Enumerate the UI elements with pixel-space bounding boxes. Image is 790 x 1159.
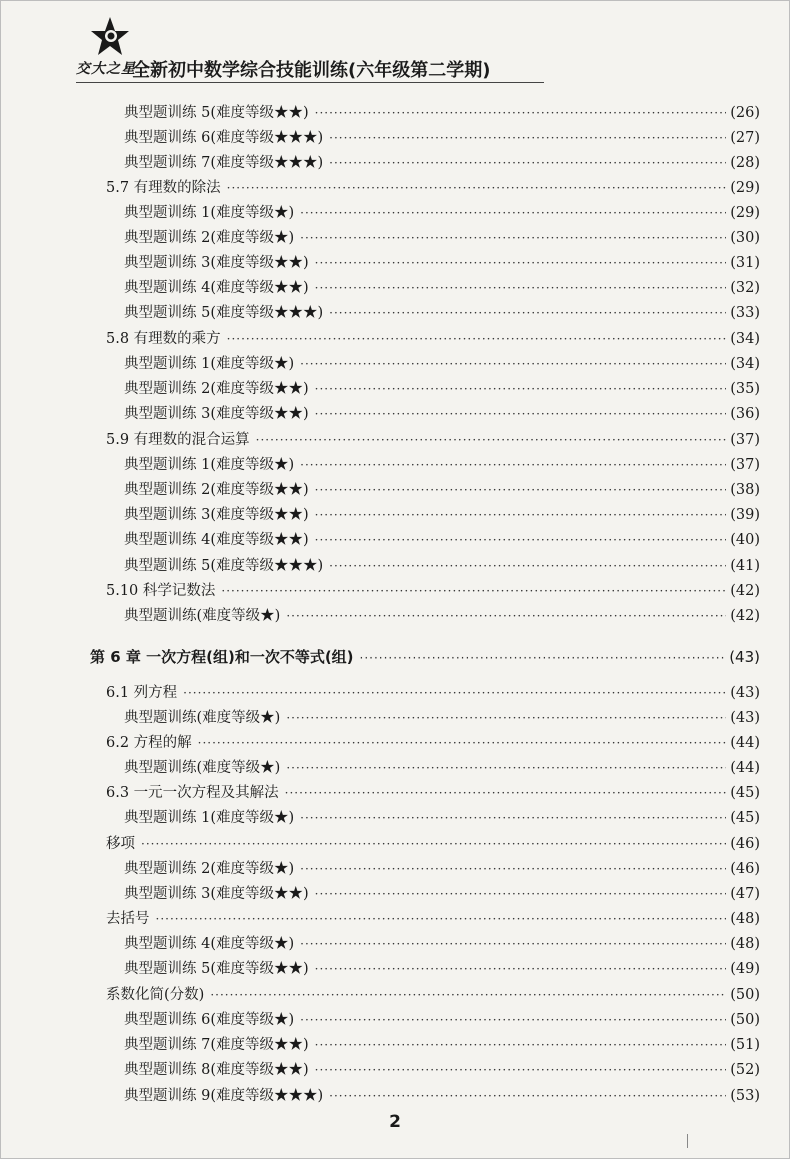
toc-page-number: (43) [729, 648, 760, 666]
toc-entry[interactable] [124, 759, 760, 777]
toc-page-number: (47) [730, 886, 760, 902]
dot-leader [315, 104, 727, 122]
toc-page-number: (45) [730, 785, 760, 801]
toc-entry[interactable] [124, 607, 760, 625]
toc-page-number: (50) [730, 1012, 760, 1028]
toc-entry-title: 6.1 列方程 [106, 685, 178, 701]
toc-page-number: (30) [730, 230, 760, 246]
toc-entry-title: 移项 [106, 836, 135, 852]
dot-leader [315, 279, 727, 297]
dot-leader [227, 330, 727, 348]
toc-page-number: (45) [730, 810, 760, 826]
dot-leader [221, 582, 726, 600]
dot-leader [360, 649, 726, 667]
header-rule [76, 82, 544, 83]
toc-page-number: (50) [730, 987, 760, 1003]
toc-entry[interactable] [124, 1061, 760, 1079]
toc-page-number: (53) [730, 1088, 760, 1104]
toc-entry-title: 典型题训练 3(难度等级★★) [124, 886, 309, 902]
book-title: 全新初中数学综合技能训练(六年级第二学期) [132, 60, 491, 81]
toc-entry[interactable] [124, 204, 760, 222]
toc-entry-title: 5.10 科学记数法 [106, 583, 216, 599]
dot-leader [286, 607, 726, 625]
dot-leader [300, 809, 726, 827]
toc-page-number: (46) [730, 861, 760, 877]
toc-entry[interactable] [124, 1087, 760, 1105]
toc-entry-title: 典型题训练 9(难度等级★★★) [124, 1088, 324, 1104]
toc-page-number: (28) [730, 155, 760, 171]
toc-entry[interactable] [124, 531, 760, 549]
toc-section[interactable] [106, 684, 760, 702]
toc-entry[interactable] [124, 304, 760, 322]
page-number: 2 [389, 1112, 401, 1132]
toc-page-number: (46) [730, 836, 760, 852]
toc-section[interactable] [106, 784, 760, 802]
toc-page-number: (41) [730, 558, 760, 574]
toc-entry-title: 第 6 章 一次方程(组)和一次不等式(组) [90, 648, 354, 666]
dot-leader [210, 986, 726, 1004]
dot-leader [329, 129, 726, 147]
toc-entry[interactable] [124, 104, 760, 122]
dot-leader [300, 456, 726, 474]
logo-text: 交大之星 [76, 61, 136, 77]
toc-page-number: (48) [730, 936, 760, 952]
toc-entry-title: 典型题训练 2(难度等级★★) [124, 381, 309, 397]
toc-entry[interactable] [124, 1011, 760, 1029]
dot-leader [329, 1087, 726, 1105]
toc-entry[interactable] [124, 935, 760, 953]
toc-page-number: (37) [730, 457, 760, 473]
toc-entry-title: 典型题训练 2(难度等级★) [124, 861, 295, 877]
toc-page-number: (42) [730, 608, 760, 624]
toc-entry-title: 典型题训练 7(难度等级★★★) [124, 155, 324, 171]
toc-entry-title: 系数化简(分数) [106, 987, 205, 1003]
toc-section[interactable] [106, 582, 760, 600]
toc-section[interactable] [106, 330, 760, 348]
toc-entry-title: 典型题训练 4(难度等级★) [124, 936, 295, 952]
toc-page-number: (52) [730, 1062, 760, 1078]
dot-leader [315, 254, 727, 272]
toc-page-number: (44) [730, 735, 760, 751]
toc-page-number: (34) [730, 331, 760, 347]
dot-leader [300, 204, 726, 222]
toc-entry-title: 典型题训练 6(难度等级★★★) [124, 130, 324, 146]
toc-entry[interactable] [124, 456, 760, 474]
toc-section[interactable] [106, 986, 760, 1004]
dot-leader [285, 784, 727, 802]
toc-entry[interactable] [124, 229, 760, 247]
toc-page-number: (51) [730, 1037, 760, 1053]
toc-entry-title: 典型题训练 5(难度等级★★★) [124, 305, 324, 321]
dot-leader [315, 1061, 727, 1079]
toc-page-number: (49) [730, 961, 760, 977]
toc-entry-title: 典型题训练(难度等级★) [124, 760, 281, 776]
toc-page-number: (35) [730, 381, 760, 397]
toc-page-number: (44) [730, 760, 760, 776]
toc-page-number: (29) [730, 180, 760, 196]
toc-entry[interactable] [124, 355, 760, 373]
toc-chapter[interactable] [90, 648, 760, 667]
dot-leader [286, 759, 726, 777]
toc-entry-title: 典型题训练 2(难度等级★) [124, 230, 295, 246]
toc-entry[interactable] [124, 129, 760, 147]
dot-leader [300, 860, 726, 878]
toc-entry-title: 典型题训练 3(难度等级★★) [124, 406, 309, 422]
toc-entry-title: 6.3 一元一次方程及其解法 [106, 785, 279, 801]
toc-entry-title: 典型题训练(难度等级★) [124, 608, 281, 624]
dot-leader [315, 405, 727, 423]
toc-entry-title: 典型题训练 1(难度等级★) [124, 457, 295, 473]
toc-section[interactable] [106, 910, 760, 928]
dot-leader [141, 835, 726, 853]
toc-entry-title: 5.9 有理数的混合运算 [106, 432, 250, 448]
dot-leader [227, 179, 727, 197]
dot-leader [329, 557, 726, 575]
toc-page-number: (33) [730, 305, 760, 321]
dot-leader [315, 1036, 727, 1054]
toc-entry[interactable] [124, 481, 760, 499]
toc-entry[interactable] [124, 254, 760, 272]
toc-page-number: (37) [730, 432, 760, 448]
toc-entry[interactable] [124, 809, 760, 827]
dot-leader [315, 481, 727, 499]
toc-entry-title: 典型题训练 1(难度等级★) [124, 356, 295, 372]
toc-entry-title: 典型题训练 3(难度等级★★) [124, 507, 309, 523]
toc-entry-title: 典型题训练 4(难度等级★★) [124, 280, 309, 296]
dot-leader [286, 709, 726, 727]
toc-page-number: (27) [730, 130, 760, 146]
dot-leader [329, 154, 726, 172]
toc-page-number: (39) [730, 507, 760, 523]
toc-entry-title: 5.8 有理数的乘方 [106, 331, 221, 347]
dot-leader [300, 1011, 726, 1029]
toc-entry[interactable] [124, 506, 760, 524]
toc-entry-title: 典型题训练 1(难度等级★) [124, 205, 295, 221]
toc-entry-title: 典型题训练 5(难度等级★★) [124, 961, 309, 977]
dot-leader [315, 531, 727, 549]
toc-page-number: (48) [730, 911, 760, 927]
toc-entry[interactable] [124, 709, 760, 727]
toc-entry[interactable] [124, 1036, 760, 1054]
toc-section[interactable] [106, 431, 760, 449]
dot-leader [315, 960, 727, 978]
toc-page-number: (43) [730, 685, 760, 701]
toc-page-number: (38) [730, 482, 760, 498]
toc-page-number: (26) [730, 105, 760, 121]
toc-entry-title: 典型题训练 1(难度等级★) [124, 810, 295, 826]
dot-leader [300, 229, 726, 247]
dot-leader [329, 304, 726, 322]
dot-leader [256, 431, 727, 449]
scan-mark [687, 1134, 688, 1148]
toc-entry-title: 5.7 有理数的除法 [106, 180, 221, 196]
dot-leader [315, 506, 727, 524]
toc-entry[interactable] [124, 960, 760, 978]
toc-entry-title: 典型题训练 5(难度等级★★) [124, 105, 309, 121]
toc-entry-title: 典型题训练 2(难度等级★★) [124, 482, 309, 498]
toc-page-number: (29) [730, 205, 760, 221]
toc-entry-title: 典型题训练 8(难度等级★★) [124, 1062, 309, 1078]
toc-section[interactable] [106, 835, 760, 853]
toc-entry-title: 典型题训练 7(难度等级★★) [124, 1037, 309, 1053]
dot-leader [198, 734, 727, 752]
toc-page-number: (34) [730, 356, 760, 372]
toc-entry-title: 典型题训练 4(难度等级★★) [124, 532, 309, 548]
dot-leader [315, 885, 727, 903]
dot-leader [300, 935, 726, 953]
toc-entry-title: 典型题训练(难度等级★) [124, 710, 281, 726]
toc-entry-title: 去括号 [106, 911, 150, 927]
toc-section[interactable] [106, 734, 760, 752]
toc-page-number: (40) [730, 532, 760, 548]
page-header [76, 14, 556, 90]
toc-entry[interactable] [124, 405, 760, 423]
dot-leader [183, 684, 726, 702]
toc-entry-title: 6.2 方程的解 [106, 735, 192, 751]
toc-entry[interactable] [124, 380, 760, 398]
toc-entry[interactable] [124, 279, 760, 297]
toc-entry[interactable] [124, 860, 760, 878]
dot-leader [156, 910, 727, 928]
dot-leader [300, 355, 726, 373]
toc-entry[interactable] [124, 885, 760, 903]
toc-page-number: (43) [730, 710, 760, 726]
toc-entry-title: 典型题训练 5(难度等级★★★) [124, 558, 324, 574]
dot-leader [315, 380, 727, 398]
toc-entry-title: 典型题训练 6(难度等级★) [124, 1012, 295, 1028]
toc-section[interactable] [106, 179, 760, 197]
toc-page-number: (32) [730, 280, 760, 296]
toc-page-number: (42) [730, 583, 760, 599]
toc-entry-title: 典型题训练 3(难度等级★★) [124, 255, 309, 271]
toc-page-number: (31) [730, 255, 760, 271]
toc-entry[interactable] [124, 154, 760, 172]
toc-entry[interactable] [124, 557, 760, 575]
toc-page-number: (36) [730, 406, 760, 422]
star-logo-icon [90, 16, 130, 58]
